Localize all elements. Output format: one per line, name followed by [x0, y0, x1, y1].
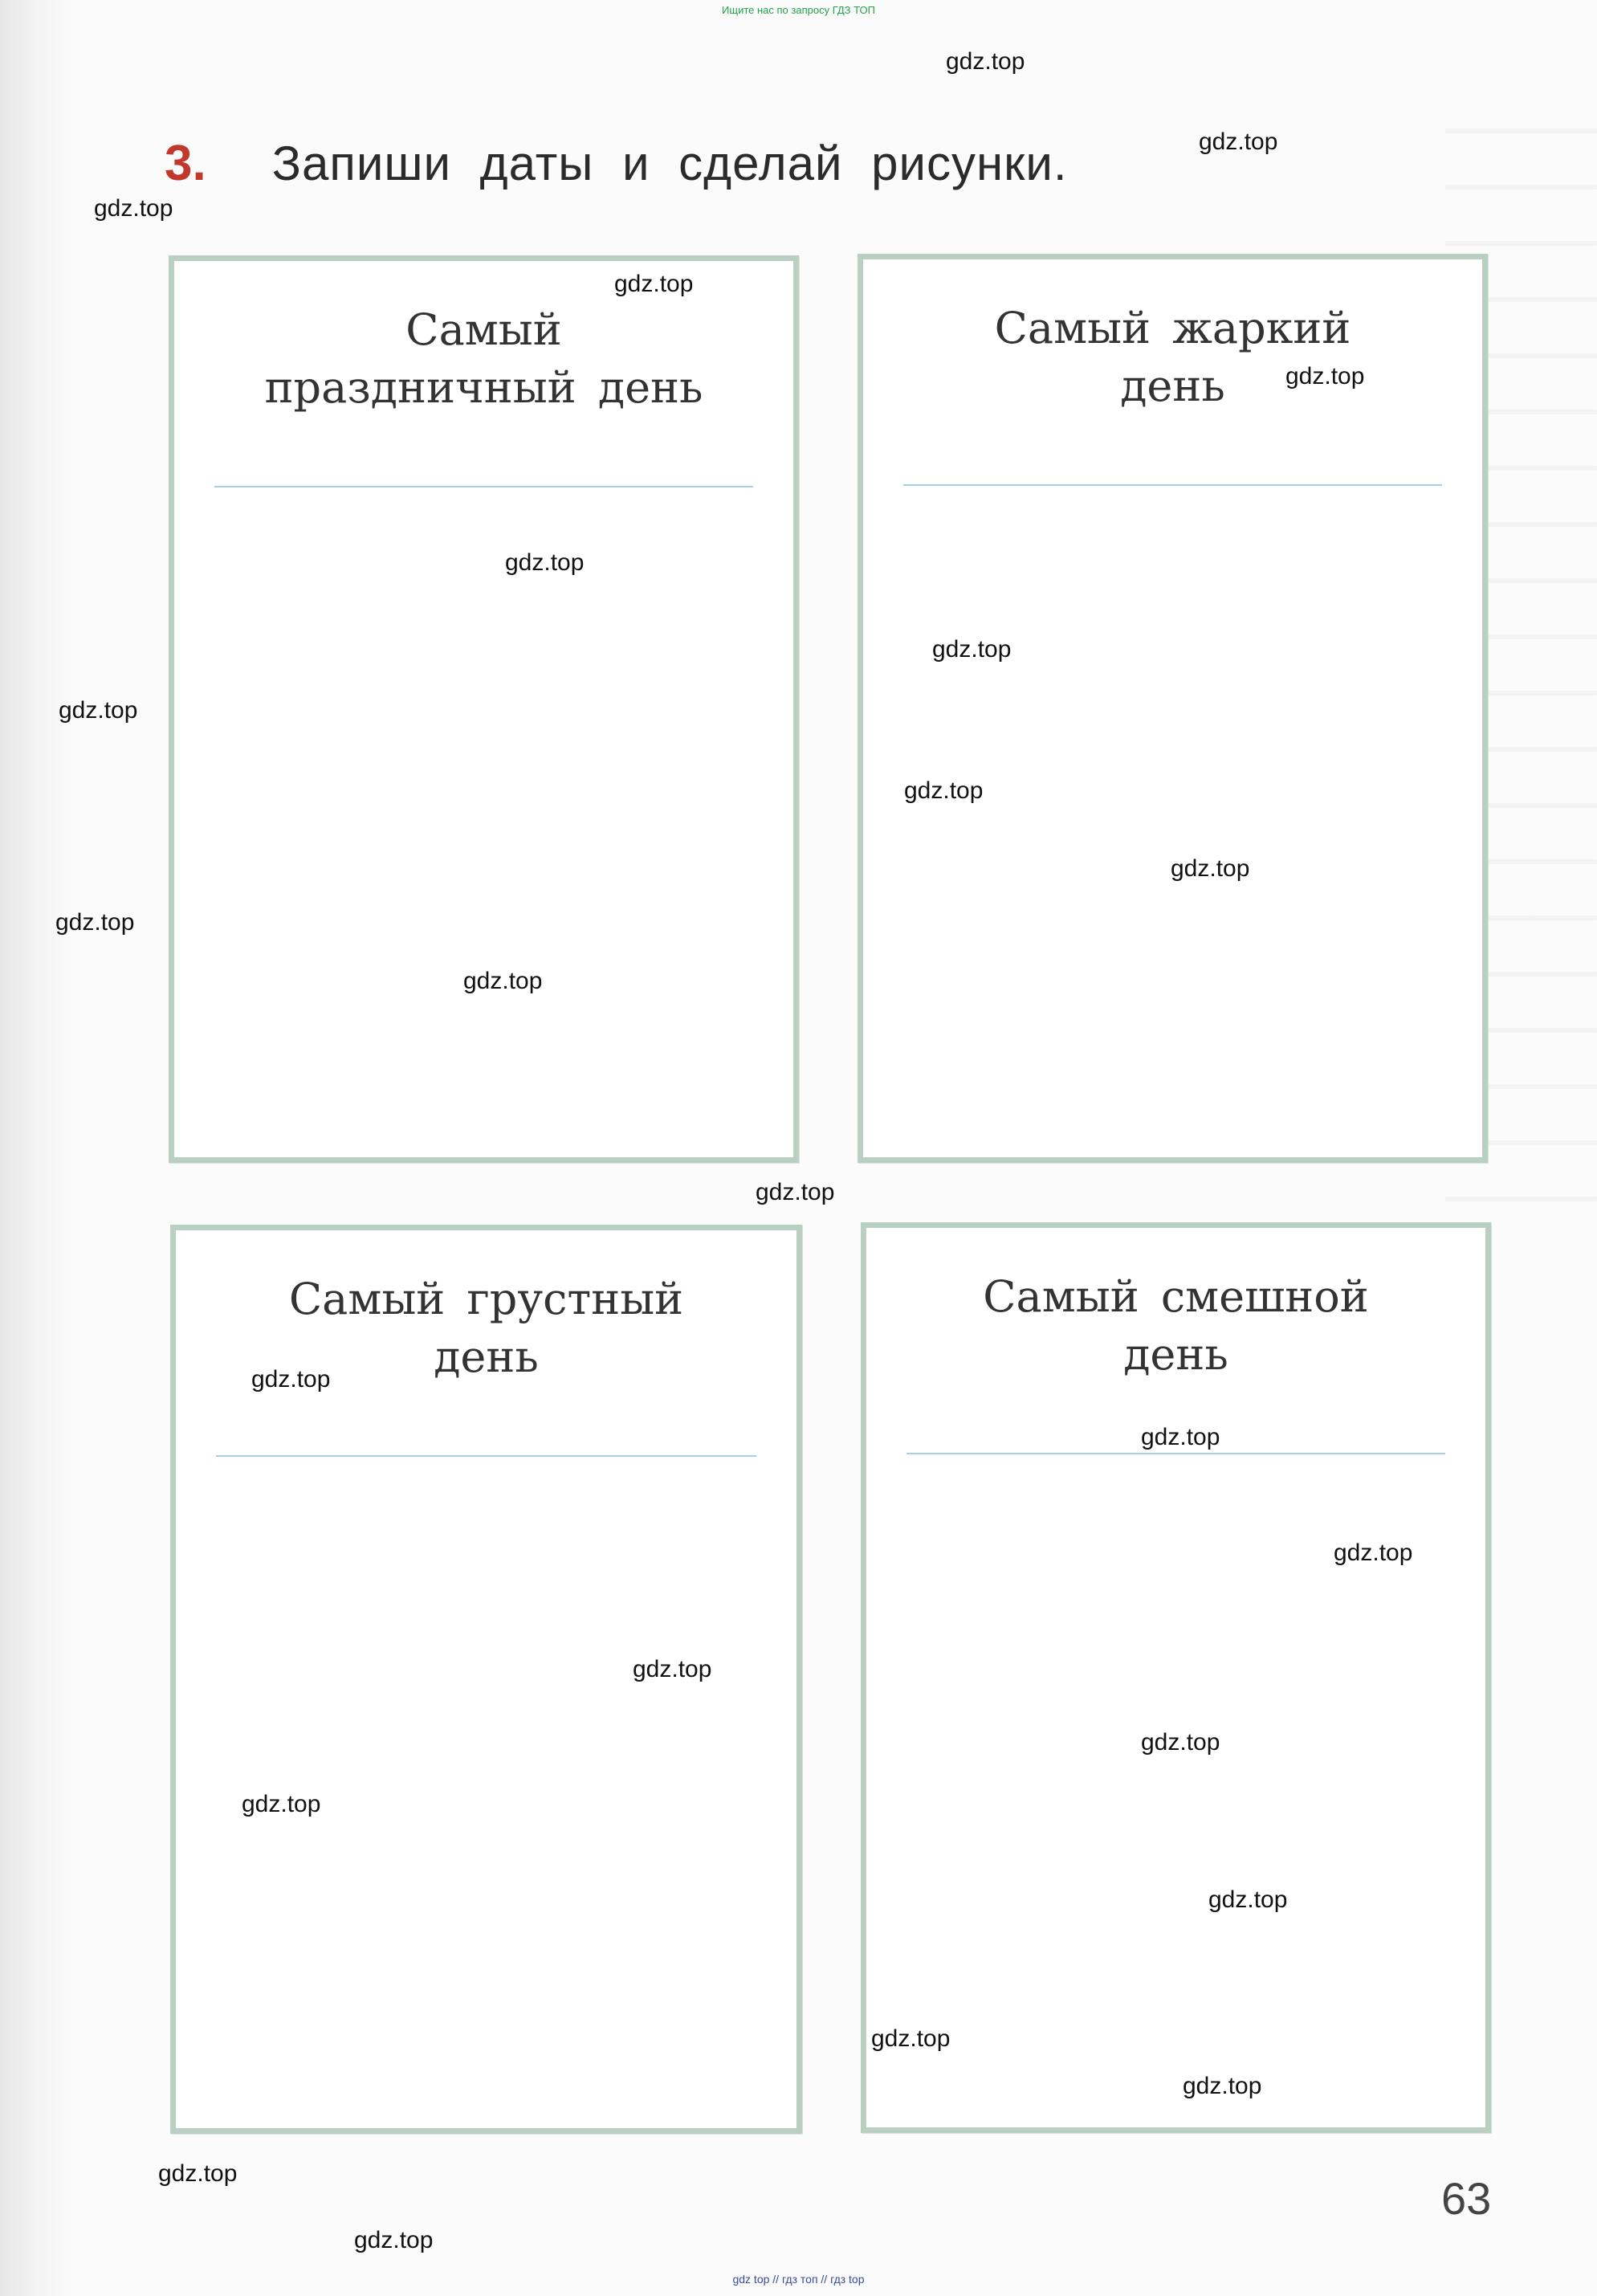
watermark: gdz.top — [1141, 1729, 1220, 1756]
watermark: gdz.top — [158, 2160, 238, 2187]
task-heading — [165, 135, 1068, 192]
task-number: 3. — [165, 136, 206, 191]
watermark: gdz.top — [1199, 128, 1278, 155]
footer-links[interactable]: gdz top // гдз топ // гдз top — [732, 2273, 865, 2286]
watermark: gdz.top — [55, 909, 135, 936]
watermark: gdz.top — [94, 195, 173, 222]
watermark: gdz.top — [251, 1366, 331, 1393]
watermark: gdz.top — [505, 549, 585, 576]
watermark: gdz.top — [756, 1179, 835, 1205]
watermark: gdz.top — [242, 1791, 321, 1817]
card-title-line1: Самый — [405, 304, 562, 355]
watermark: gdz.top — [871, 2025, 951, 2052]
watermark: gdz.top — [354, 2227, 434, 2253]
watermark: gdz.top — [1285, 363, 1365, 389]
drawing-area[interactable] — [198, 502, 769, 1133]
watermark: gdz.top — [633, 1656, 712, 1682]
watermark: gdz.top — [614, 271, 694, 297]
drawing-card-hottest[interactable] — [858, 254, 1488, 1163]
watermark: gdz.top — [1208, 1886, 1288, 1913]
task-instruction: Запиши даты и сделай рисунки. — [271, 137, 1068, 190]
top-banner[interactable]: Ищите нас по запросу ГДЗ ТОП — [722, 4, 875, 16]
card-title — [863, 300, 1482, 415]
watermark: gdz.top — [1183, 2073, 1262, 2099]
drawing-card-holiday[interactable] — [169, 255, 799, 1163]
watermark: gdz.top — [1334, 1540, 1413, 1566]
drawing-card-funniest[interactable] — [861, 1222, 1491, 2133]
page-number: 63 — [1441, 2173, 1492, 2224]
card-title-line2: день — [1120, 361, 1225, 411]
card-title-line2: день — [434, 1332, 539, 1382]
watermark: gdz.top — [1171, 855, 1250, 882]
date-line[interactable] — [903, 484, 1442, 486]
card-title-line2: день — [1123, 1329, 1228, 1380]
date-line[interactable] — [906, 1453, 1445, 1454]
date-line[interactable] — [214, 486, 753, 487]
card-title-line1: Самый жаркий — [994, 303, 1351, 353]
card-title-line1: Самый грустный — [288, 1274, 684, 1324]
watermark: gdz.top — [946, 48, 1025, 75]
watermark: gdz.top — [59, 697, 138, 724]
page-binding-shadow — [0, 0, 72, 2296]
date-line[interactable] — [216, 1455, 756, 1457]
watermark: gdz.top — [904, 777, 984, 804]
card-title — [174, 301, 793, 417]
card-title-line2: праздничный день — [264, 362, 703, 413]
watermark: gdz.top — [1141, 1424, 1220, 1450]
drawing-area[interactable] — [200, 1471, 772, 2104]
card-title-line1: Самый смешной — [983, 1271, 1369, 1322]
drawing-area[interactable] — [887, 500, 1458, 1133]
card-title — [866, 1268, 1485, 1384]
watermark: gdz.top — [932, 636, 1012, 663]
watermark: gdz.top — [463, 968, 543, 994]
